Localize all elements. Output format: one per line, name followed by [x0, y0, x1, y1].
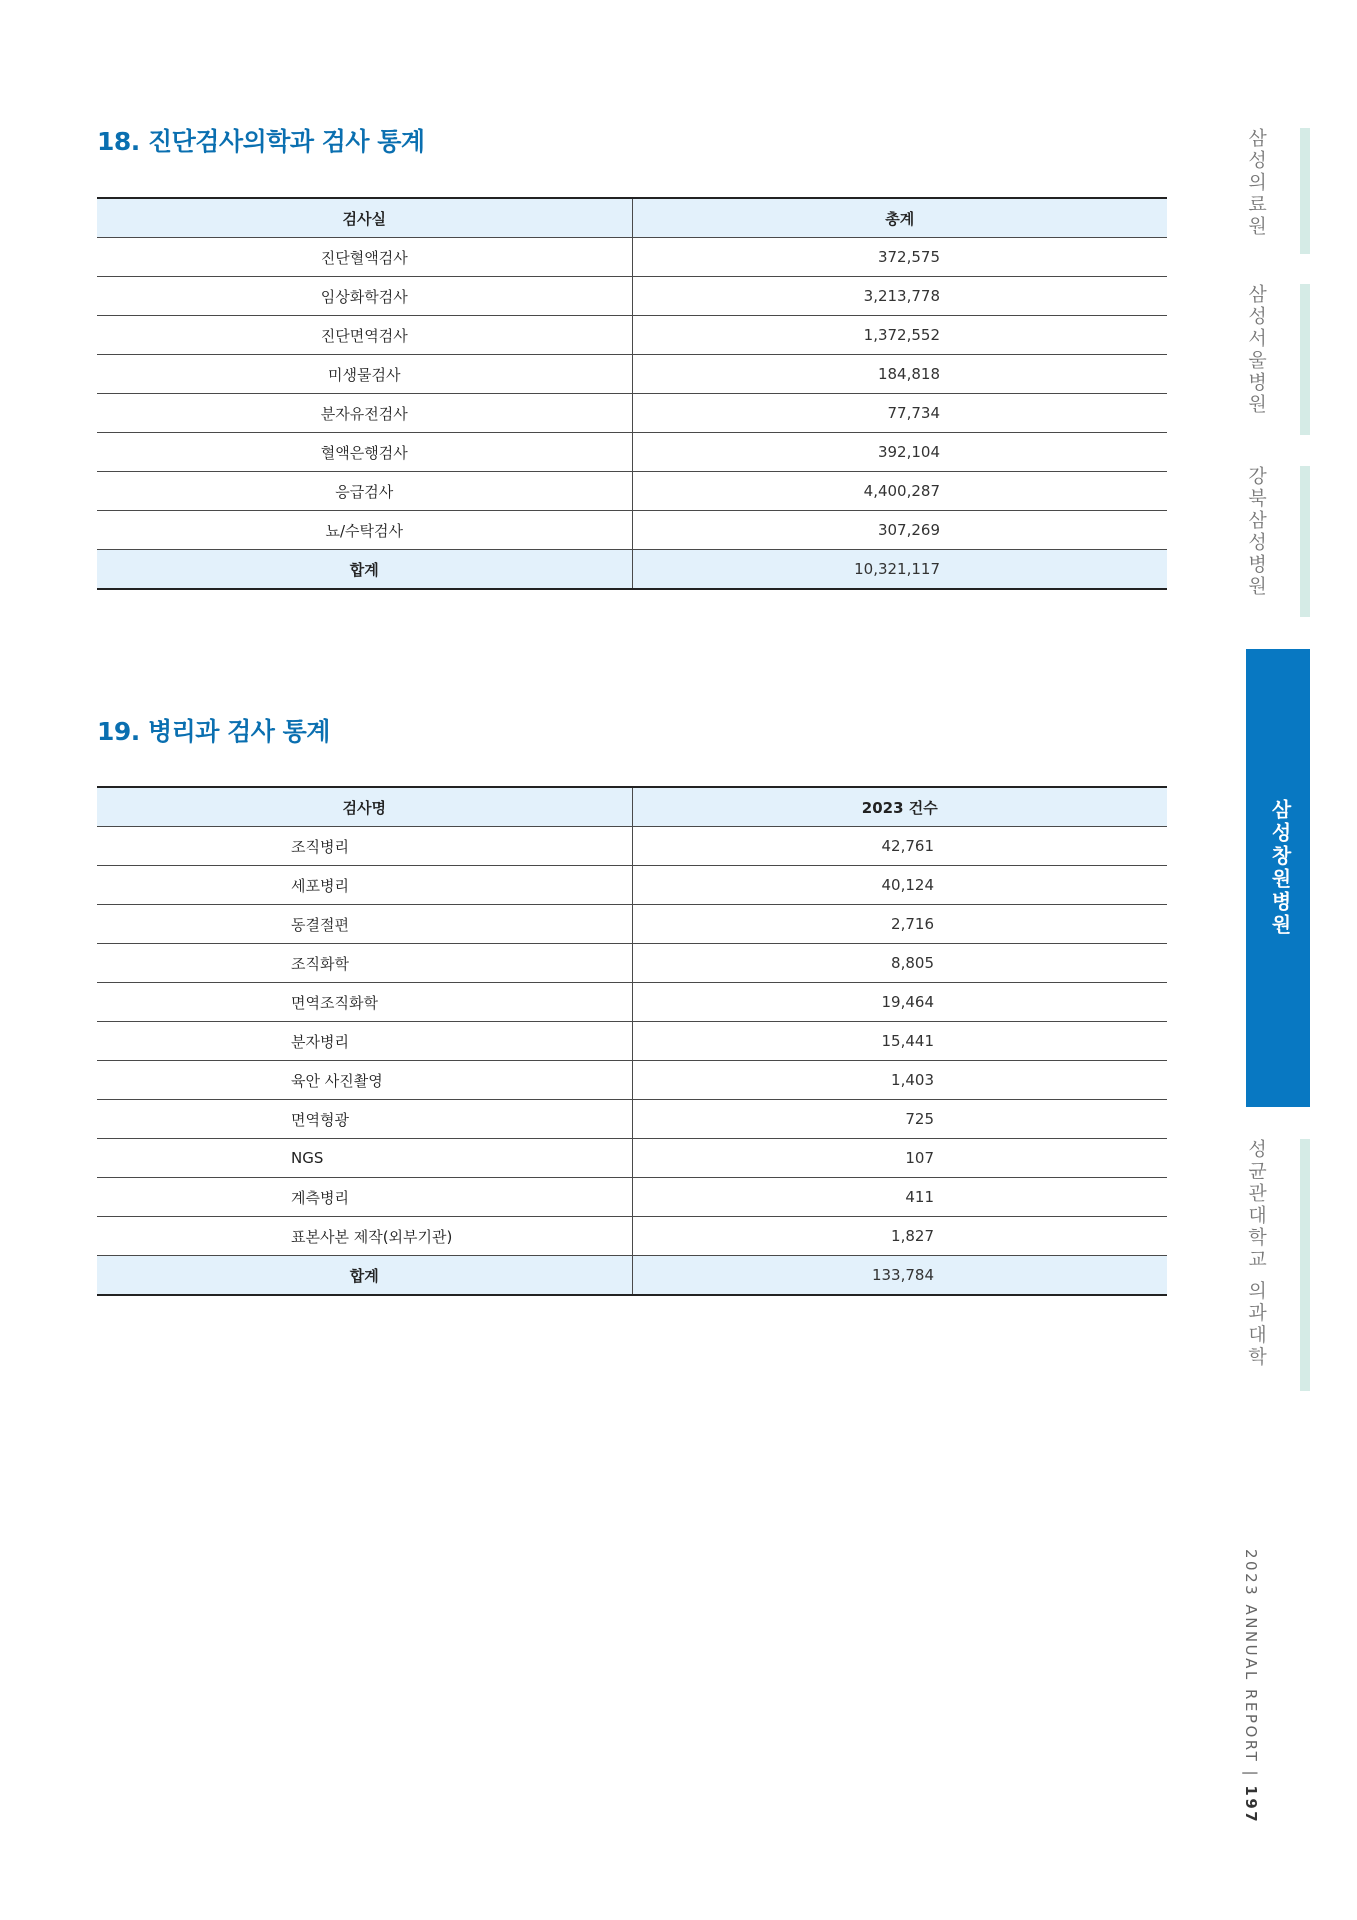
row-name: 면역형광 — [97, 1100, 632, 1139]
page-number: 197 — [1242, 1785, 1260, 1825]
side-tab-indicator — [1300, 284, 1310, 435]
row-name: 분자병리 — [97, 1022, 632, 1061]
row-name: 진단혈액검사 — [97, 238, 632, 277]
row-name: 조직병리 — [97, 827, 632, 866]
row-value: 77,734 — [632, 394, 1167, 433]
row-value: 1,403 — [632, 1061, 1167, 1100]
row-value: 107 — [632, 1139, 1167, 1178]
row-name: 진단면역검사 — [97, 316, 632, 355]
row-value: 2,716 — [632, 905, 1167, 944]
table-row — [97, 1217, 1167, 1256]
row-name: 동결절편 — [97, 905, 632, 944]
table-row — [97, 1139, 1167, 1178]
row-name: 계측병리 — [97, 1178, 632, 1217]
row-name: 응급검사 — [97, 472, 632, 511]
side-tab-kangbuk-samsung-hospital[interactable]: 강북삼성병원 — [1245, 466, 1267, 598]
side-tab-samsung-changwon-hospital-active[interactable] — [1246, 649, 1310, 1107]
row-name: 육안 사진촬영 — [97, 1061, 632, 1100]
total-value: 133,784 — [632, 1256, 1167, 1296]
section-19-title: 19. 병리과 검사 통계 — [97, 717, 330, 746]
row-value: 1,827 — [632, 1217, 1167, 1256]
active-tab-label: 삼성창원병원 — [1268, 799, 1292, 937]
table-row — [97, 511, 1167, 550]
page-footer — [1242, 1549, 1260, 1824]
row-value: 42,761 — [632, 827, 1167, 866]
footer-separator: | — [1242, 1770, 1260, 1779]
table-row — [97, 433, 1167, 472]
row-value: 372,575 — [632, 238, 1167, 277]
row-value: 392,104 — [632, 433, 1167, 472]
side-tab-samsung-medical-center[interactable]: 삼성의료원 — [1245, 128, 1267, 238]
pathology-stats-table — [97, 786, 1167, 1296]
column-header-room: 검사실 — [97, 198, 632, 238]
row-name: 면역조직화학 — [97, 983, 632, 1022]
row-name: 표본사본 제작(외부기관) — [97, 1217, 632, 1256]
table-row — [97, 944, 1167, 983]
row-name: 뇨/수탁검사 — [97, 511, 632, 550]
report-title: 2023 ANNUAL REPORT — [1242, 1549, 1260, 1764]
table-row — [97, 1061, 1167, 1100]
side-tab-indicator — [1300, 128, 1310, 254]
row-value: 15,441 — [632, 1022, 1167, 1061]
table-row — [97, 866, 1167, 905]
table-row — [97, 316, 1167, 355]
row-name: 조직화학 — [97, 944, 632, 983]
row-value: 725 — [632, 1100, 1167, 1139]
total-label: 합계 — [97, 550, 632, 590]
side-tab-skku-medicine[interactable]: 성균관대학교 의과대학 — [1245, 1139, 1267, 1369]
column-header-name: 검사명 — [97, 787, 632, 827]
table-row — [97, 355, 1167, 394]
table-row — [97, 827, 1167, 866]
row-value: 4,400,287 — [632, 472, 1167, 511]
row-value: 1,372,552 — [632, 316, 1167, 355]
table-row — [97, 394, 1167, 433]
table-row — [97, 905, 1167, 944]
table-row — [97, 1100, 1167, 1139]
side-tab-indicator — [1300, 1139, 1310, 1391]
row-value: 40,124 — [632, 866, 1167, 905]
row-value: 411 — [632, 1178, 1167, 1217]
table-row — [97, 1022, 1167, 1061]
table-row — [97, 238, 1167, 277]
table-row — [97, 983, 1167, 1022]
total-value: 10,321,117 — [632, 550, 1167, 590]
lab-stats-table — [97, 197, 1167, 590]
row-name: 임상화학검사 — [97, 277, 632, 316]
column-header-total: 총계 — [632, 198, 1167, 238]
row-value: 8,805 — [632, 944, 1167, 983]
row-value: 307,269 — [632, 511, 1167, 550]
side-tab-samsung-seoul-hospital[interactable]: 삼성서울병원 — [1245, 284, 1267, 416]
side-tab-indicator — [1300, 466, 1310, 617]
table-header-row — [97, 787, 1167, 827]
table-row — [97, 277, 1167, 316]
row-name: 미생물검사 — [97, 355, 632, 394]
row-name: 혈액은행검사 — [97, 433, 632, 472]
row-name: 세포병리 — [97, 866, 632, 905]
table-row — [97, 472, 1167, 511]
section-18-title: 18. 진단검사의학과 검사 통계 — [97, 127, 425, 156]
table-total-row — [97, 1256, 1167, 1296]
total-label: 합계 — [97, 1256, 632, 1296]
row-value: 19,464 — [632, 983, 1167, 1022]
column-header-count: 2023 건수 — [632, 787, 1167, 827]
row-value: 184,818 — [632, 355, 1167, 394]
table-header-row — [97, 198, 1167, 238]
row-name: NGS — [97, 1139, 632, 1178]
row-value: 3,213,778 — [632, 277, 1167, 316]
row-name: 분자유전검사 — [97, 394, 632, 433]
table-total-row — [97, 550, 1167, 590]
table-row — [97, 1178, 1167, 1217]
